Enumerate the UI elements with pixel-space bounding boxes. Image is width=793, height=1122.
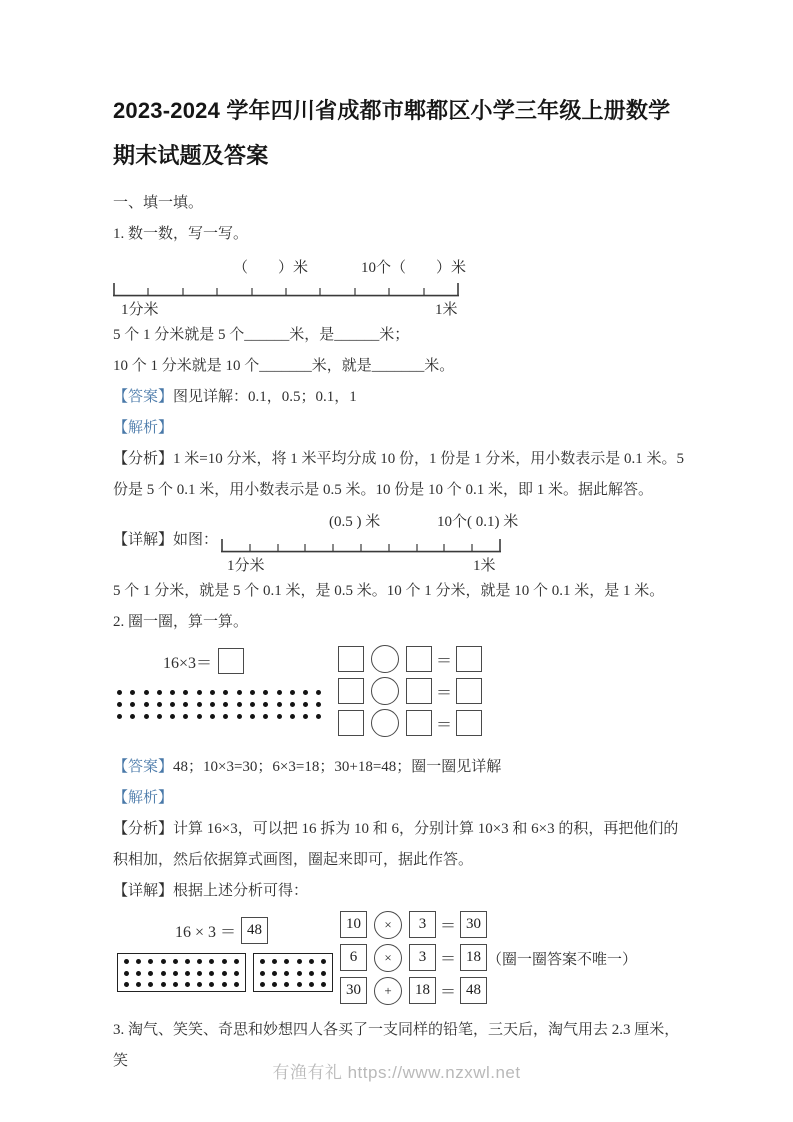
q1-fenxi-text: 1 米=10 分米，将 1 米平均分成 10 份，1 份是 1 分米，用小数表示是 0.1 米。5 份是 5 个 0.1 米，用小数表示是 0.5 米。10 份是 10 个 0.1 米，即 1 米。据此解答。 [113,451,684,498]
q1-ruler-diagram [113,256,693,320]
q2-answer-line [113,752,693,783]
q1-xiangjie-line [113,528,218,549]
jiexi-label: 【解析】 [113,420,174,436]
q2-jiexi-line [113,783,693,814]
equals-sign: ＝ [440,949,457,968]
empty-answer-box [218,648,244,674]
detail-note: （圈一圈答案不唯一） [487,952,638,968]
empty-result-box [456,678,482,704]
q1-conclusion: 5 个 1 分米，就是 5 个 0.1 米，是 0.5 米。10 个 1 分米，就是 10 个 0.1 米，是 1 米。 [113,583,665,599]
empty-operand-box [406,646,432,672]
operand-box: 30 [340,977,367,1004]
q2-answer-text: 48；10×3=30；6×3=18；30+18=48；圈一圈见详解 [173,759,502,775]
result-box: 48 [460,977,487,1004]
detail-equations [340,909,487,1008]
q2-xiangjie-text: 根据上述分析可得： [173,883,309,899]
result-box: 18 [460,944,487,971]
xiangjie-label: 【详解】 [113,883,174,899]
equation-row [340,909,487,940]
ruler-label-mid: （ ）米 [233,260,309,276]
equals-sign: ＝ [440,916,457,935]
q2-detail-diagram [113,909,713,1015]
empty-result-box [456,646,482,672]
q1-xiangjie-prefix: 如图： [173,532,219,548]
empty-operand-box [406,678,432,704]
answer-label: 【答案】 [113,389,174,405]
ruler-label-bottom-left: 1分米 [121,302,159,318]
q1-answer-text: 图见详解：0.1，0.5；0.1，1 [173,389,357,405]
answer-label: 【答案】 [113,759,174,775]
equals-sign: ＝ [436,682,453,702]
operand-box: 18 [409,977,436,1004]
answer-ruler-label-bottom-right: 1米 [473,558,496,574]
q1-fill-line1: 5 个 1 分米就是 5 个______米，是______米； [113,327,410,343]
jiexi-label: 【解析】 [113,790,174,806]
q1-fenxi-line [113,444,693,506]
empty-operator-circle [371,677,399,705]
empty-result-box [456,710,482,736]
equals-sign: ＝ [436,650,453,670]
operand-box: 3 [409,911,436,938]
q2-empty-equations [338,644,482,740]
empty-equation-row [338,676,482,706]
ruler-label-bottom-right: 1米 [435,302,458,318]
q2-stem: 2. 圈一圈，算一算。 [113,614,249,630]
q2-fenxi-text: 计算 16×3，可以把 16 拆为 10 和 6，分别计算 10×3 和 6×3 的积，再把他们的积相加，然后依据算式画图，圈起来即可，据此作答。 [113,821,679,868]
operator-circle: × [374,944,402,972]
q3-stem: 3. 淘气、笑笑、奇思和妙想四人各买了一支同样的铅笔，三天后，淘气用去 2.3 厘米，笑 [113,1022,680,1069]
q2-dot-grid [117,690,330,726]
q2-expression-text: 16×3＝ [163,654,213,672]
ruler-label-right: 10个（ ）米 [361,260,467,276]
ruler-scale [113,280,459,297]
empty-equation-row [338,644,482,674]
operand-box: 6 [340,944,367,971]
operator-circle: × [374,911,402,939]
answer-ruler-label-bottom-left: 1分米 [227,558,265,574]
detail-expression-text: 16 × 3 ＝ [175,924,237,941]
q1-detail-diagram [113,510,693,576]
result-box: 48 [241,917,268,944]
q1-answer-line [113,382,693,413]
watermark-footer: 有渔有礼 https://www.nzxwl.net [272,1063,521,1082]
empty-operator-circle [371,645,399,673]
equation-row [340,942,487,973]
equation-row [340,975,487,1006]
answer-ruler-label-mid: (0.5 ) 米 [329,514,381,530]
detail-expression [175,917,268,944]
fenxi-label: 【分析】 [113,821,174,837]
q2-xiangjie-line [113,876,693,907]
q1-answer-ruler [221,510,693,576]
section-heading: 一、填一填。 [113,195,204,211]
q2-expression [163,648,244,674]
q1-stem: 1. 数一数，写一写。 [113,226,249,242]
empty-operand-box [406,710,432,736]
empty-operator-circle [371,709,399,737]
equals-sign: ＝ [440,982,457,1001]
q1-fill-line2: 10 个 1 分米就是 10 个_______米，就是_______米。 [113,358,455,374]
q2-fenxi-line [113,814,693,876]
operand-box: 10 [340,911,367,938]
q1-jiexi-line [113,413,693,444]
empty-equation-row [338,708,482,738]
circled-dot-group-6x3 [253,953,333,992]
circled-dot-group-10x3 [117,953,246,992]
page-title: 2023-2024 学年四川省成都市郫都区小学三年级上册数学期末试题及答案 [113,98,671,168]
empty-operand-box [338,710,364,736]
fenxi-label: 【分析】 [113,451,174,467]
xiangjie-label: 【详解】 [113,532,174,548]
result-box: 30 [460,911,487,938]
answer-ruler-label-right: 10个( 0.1) 米 [437,514,519,530]
equals-sign: ＝ [436,714,453,734]
empty-operand-box [338,678,364,704]
q2-question-diagram [113,644,693,740]
empty-operand-box [338,646,364,672]
operand-box: 3 [409,944,436,971]
operator-circle: + [374,977,402,1005]
answer-ruler-scale [221,536,501,553]
